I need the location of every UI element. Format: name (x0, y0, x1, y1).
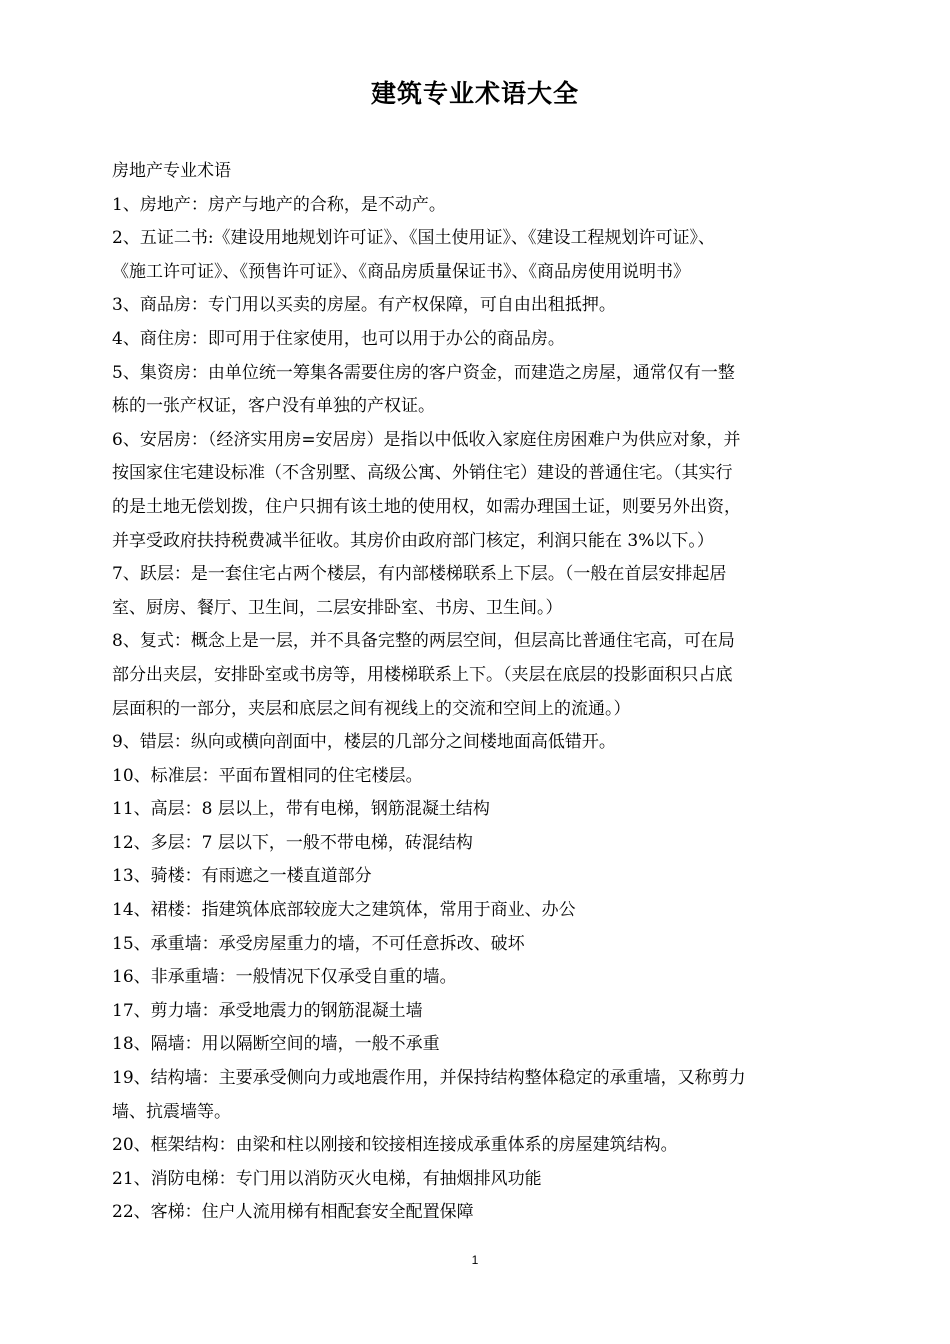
term-paragraph (112, 424, 864, 558)
term-paragraph (112, 289, 864, 323)
page-number: 1 (471, 1253, 479, 1267)
term-line: 1、房地产：房产与地产的合称，是不动产。 (112, 194, 446, 215)
term-paragraph (112, 323, 864, 357)
term-line: 12、多层：7 层以下，一般不带电梯，砖混结构 (112, 832, 473, 853)
section-heading: 房地产专业术语 (112, 161, 231, 181)
term-paragraph (112, 793, 864, 827)
term-paragraph (112, 827, 864, 861)
term-line: 7、跃层：是一套住宅占两个楼层，有内部楼梯联系上下层。（一般在首层安排起居 (112, 564, 727, 585)
term-line: 20、框架结构：由梁和柱以刚接和铰接相连接成承重体系的房屋建筑结构。 (112, 1135, 678, 1156)
term-list (112, 189, 864, 1230)
term-line: 9、错层：纵向或横向剖面中，楼层的几部分之间楼地面高低错开。 (112, 732, 616, 753)
term-paragraph (112, 558, 864, 625)
term-line: 17、剪力墙：承受地震力的钢筋混凝土墙 (112, 1000, 423, 1021)
term-line: 3、商品房：专门用以买卖的房屋。有产权保障，可自由出租抵押。 (112, 295, 616, 316)
term-line: 10、标准层：平面布置相同的住宅楼层。 (112, 765, 423, 786)
term-line: 14、裙楼：指建筑体底部较庞大之建筑体，常用于商业、办公 (112, 900, 576, 921)
term-line: 室、厨房、餐厅、卫生间，二层安排卧室、书房、卫生间。） (112, 597, 563, 618)
term-line: 层面积的一部分，夹层和底层之间有视线上的交流和空间上的流通。） (112, 698, 631, 719)
term-line: 部分出夹层，安排卧室或书房等，用楼梯联系上下。（夹层在底层的投影面积只占底 (112, 664, 733, 685)
term-line: 16、非承重墙：一般情况下仅承受自重的墙。 (112, 967, 457, 988)
term-paragraph (112, 1196, 864, 1230)
term-paragraph (112, 894, 864, 928)
term-line: 11、高层：8 层以上，带有电梯，钢筋混凝土结构 (112, 799, 490, 820)
document-title: 建筑专业术语大全 (370, 79, 579, 108)
term-line: 6、安居房：（经济实用房=安居房）是指以中低收入家庭住房困难户为供应对象，并 (112, 429, 741, 450)
term-line: 墙、抗震墙等。 (112, 1101, 231, 1122)
term-line: 22、客梯：住户人流用梯有相配套安全配置保障 (112, 1202, 474, 1223)
term-paragraph (112, 625, 864, 726)
term-paragraph (112, 1129, 864, 1163)
term-paragraph (112, 357, 864, 424)
term-line: 19、结构墙：主要承受侧向力或地震作用，并保持结构整体稳定的承重墙，又称剪力 (112, 1068, 746, 1089)
term-line: 按国家住宅建设标准（不含别墅、高级公寓、外销住宅）建设的普通住宅。（其实行 (112, 463, 733, 484)
term-line: 2、五证二书:《建设用地规划许可证》、《国土使用证》、《建设工程规划许可证》、 (112, 228, 716, 249)
term-line: 并享受政府扶持税费减半征收。其房价由政府部门核定，利润只能在 3%以下。） (112, 530, 714, 551)
term-paragraph (112, 1062, 864, 1129)
term-line: 18、隔墙：用以隔断空间的墙，一般不承重 (112, 1034, 440, 1055)
term-paragraph (112, 760, 864, 794)
term-paragraph (112, 1028, 864, 1062)
term-paragraph (112, 928, 864, 962)
term-paragraph (112, 189, 864, 223)
term-paragraph (112, 995, 864, 1029)
term-paragraph (112, 961, 864, 995)
term-line: 8、复式：概念上是一层，并不具备完整的两层空间，但层高比普通住宅高，可在局 (112, 631, 735, 652)
term-line: 的是土地无偿划拨，住户只拥有该土地的使用权，如需办理国土证，则要另外出资， (112, 496, 741, 517)
term-line: 5、集资房：由单位统一筹集各需要住房的客户资金，而建造之房屋，通常仅有一整 (112, 362, 735, 383)
term-paragraph (112, 1163, 864, 1197)
term-paragraph (112, 222, 864, 289)
term-line: 15、承重墙：承受房屋重力的墙，不可任意拆改、破坏 (112, 933, 525, 954)
term-paragraph (112, 726, 864, 760)
term-line: 21、消防电梯：专门用以消防灭火电梯，有抽烟排风功能 (112, 1168, 542, 1189)
term-line: 4、商住房：即可用于住家使用，也可以用于办公的商品房。 (112, 328, 565, 349)
term-line: 13、骑楼：有雨遮之一楼直道部分 (112, 866, 372, 887)
term-line: 栋的一张产权证，客户没有单独的产权证。 (112, 396, 435, 417)
document-body (112, 155, 864, 1230)
term-paragraph (112, 860, 864, 894)
term-line: 《施工许可证》、《预售许可证》、《商品房质量保证书》、《商品房使用说明书》 (112, 261, 690, 282)
